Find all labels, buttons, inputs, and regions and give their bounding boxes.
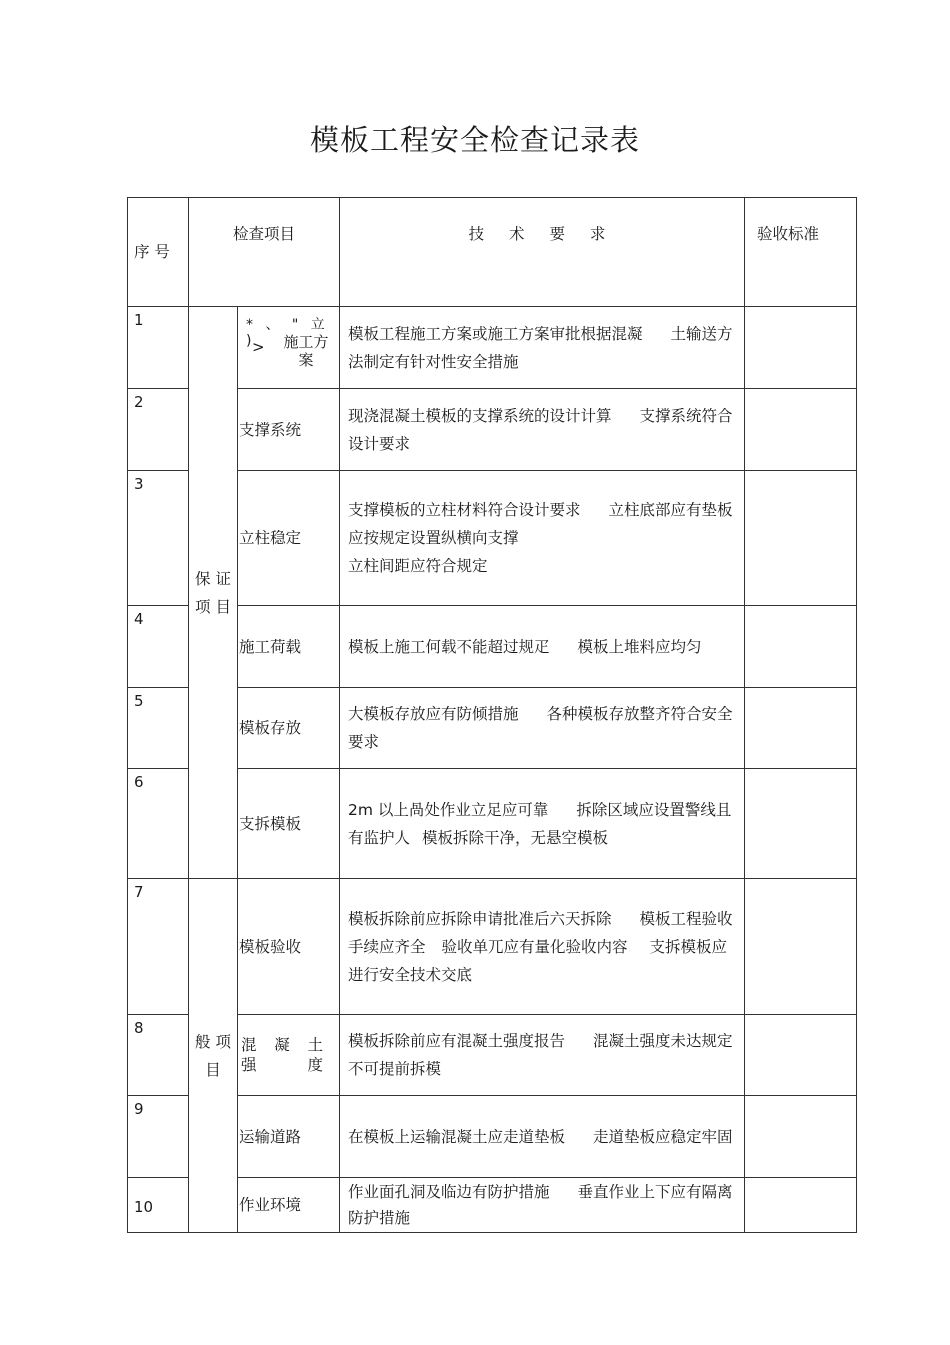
item-name: 模板存放 — [238, 688, 340, 769]
row-requirement: 作业面孔洞及临边有防护措施 垂直作业上下应有隔离防护措施 — [340, 1178, 745, 1233]
row-seq: 2 — [128, 389, 189, 471]
header-row — [128, 198, 857, 307]
table-row — [128, 389, 857, 471]
item-name: 立柱稳定 — [238, 471, 340, 606]
table-row — [128, 879, 857, 1015]
header-item: 检查项目 — [189, 198, 340, 307]
row-requirement: 现浇混凝土模板的支撑系统的设计计算 支撑系统符合设计要求 — [340, 389, 745, 471]
row-requirement: 模板工程施工方案或施工方案审批根据混凝 土输送方法制定有针对性安全措施 — [340, 307, 745, 389]
table-row — [128, 471, 857, 606]
table-row — [128, 769, 857, 879]
header-seq: 序 号 — [128, 198, 189, 307]
row-seq: 6 — [128, 769, 189, 879]
strength-line-1: 混 凝 土 — [241, 1036, 324, 1054]
row-seq: 5 — [128, 688, 189, 769]
row-seq: 1 — [128, 307, 189, 389]
group-guaranteed: 保 证 项 目 — [189, 307, 238, 879]
header-standard: 验收标准 — [745, 198, 857, 307]
item-name: 支拆模板 — [238, 769, 340, 879]
table-row — [128, 307, 857, 389]
inspection-table — [127, 197, 857, 1233]
row-standard — [745, 606, 857, 688]
item-name: 模板验收 — [238, 879, 340, 1015]
row-standard — [745, 307, 857, 389]
item-name-plan — [238, 307, 340, 389]
row-seq: 7 — [128, 879, 189, 1015]
page-title: 模板工程安全检查记录表 — [309, 123, 640, 157]
row-standard — [745, 769, 857, 879]
row-requirement: 模板拆除前应拆除申请批准后六天拆除 模板工程验收手续应齐全 验收单兀应有量化验收内容 支拆模板应进行安全技术交底 — [340, 879, 745, 1015]
group-general: 般 项 目 — [189, 879, 238, 1233]
table-row — [128, 688, 857, 769]
table-row — [128, 1178, 857, 1233]
row-standard — [745, 389, 857, 471]
item-name: 运输道路 — [238, 1096, 340, 1178]
row-standard — [745, 1178, 857, 1233]
row-requirement: 模板上施工何载不能超过规疋 模板上堆料应均匀 — [340, 606, 745, 688]
plan-mark: * 、 " 立 ) — [246, 317, 329, 349]
row-requirement: 支撑模板的立柱材料符合设计要求 立柱底部应有垫板 应按规定设置纵横向支撑 立柱间距应符合规定 — [340, 471, 745, 606]
plan-label: 施工方案 — [283, 333, 329, 369]
row-standard — [745, 471, 857, 606]
row-requirement: 2m 以上咼处作业立足应可靠 拆除区域应设置警线且有监护人 模板拆除干净，无悬空模板 — [340, 769, 745, 879]
row-seq: 10 — [128, 1178, 189, 1233]
item-name: 作业环境 — [238, 1178, 340, 1233]
table-row — [128, 606, 857, 688]
row-seq: 3 — [128, 471, 189, 606]
row-seq: 4 — [128, 606, 189, 688]
item-name: 施工荷载 — [238, 606, 340, 688]
row-requirement: 模板拆除前应有混凝土强度报告 混凝土强度未达规定不可提前拆模 — [340, 1015, 745, 1096]
row-standard — [745, 1096, 857, 1178]
row-standard — [745, 688, 857, 769]
row-seq: 8 — [128, 1015, 189, 1096]
item-name-strength — [238, 1015, 340, 1096]
item-name: 支撑系统 — [238, 389, 340, 471]
row-standard — [745, 1015, 857, 1096]
row-requirement: 大模板存放应有防倾措施 各种模板存放整齐符合安全要求 — [340, 688, 745, 769]
strength-line-2: 强 度 — [241, 1056, 324, 1074]
table-row — [128, 1096, 857, 1178]
table-row — [128, 1015, 857, 1096]
header-requirement: 技 术 要 求 — [340, 198, 745, 307]
row-seq: 9 — [128, 1096, 189, 1178]
row-requirement: 在模板上运输混凝土应走道垫板 走道垫板应稳定牢固 — [340, 1096, 745, 1178]
row-standard — [745, 879, 857, 1015]
plan-prefix: > — [252, 338, 265, 356]
